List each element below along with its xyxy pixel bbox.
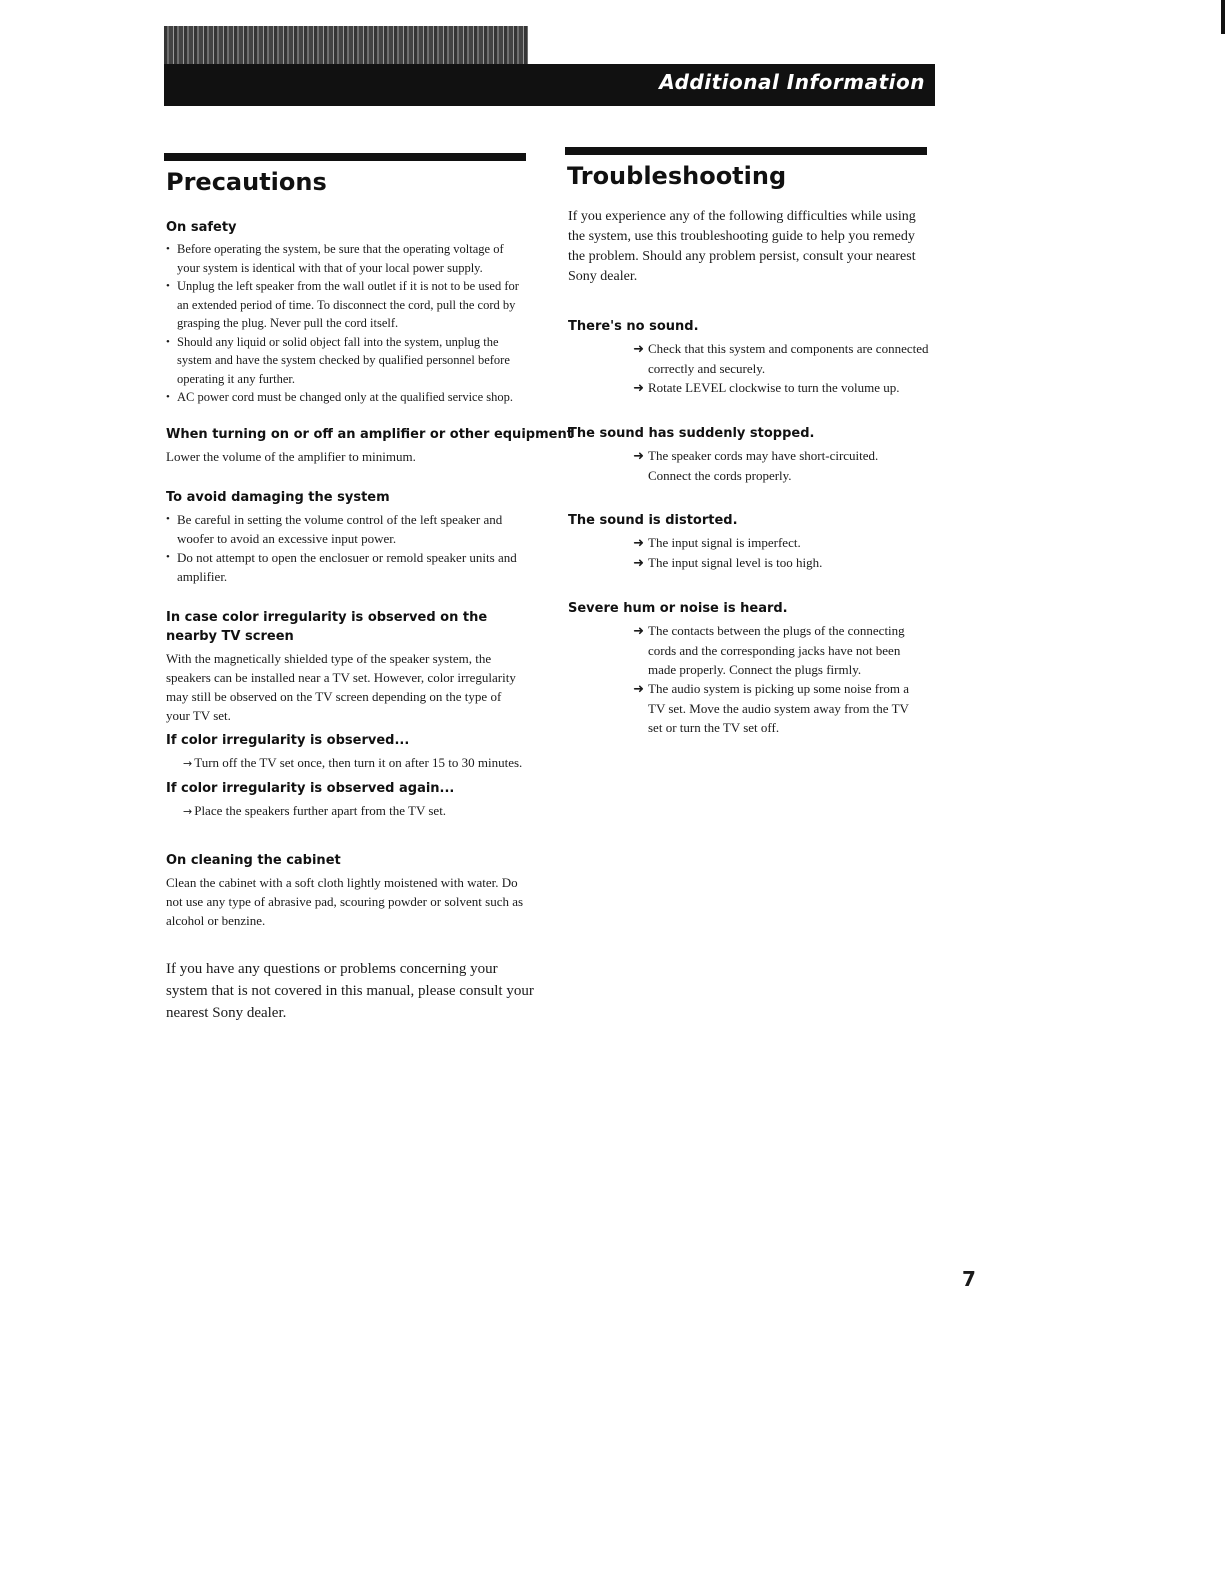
list-item: • Unplug the left speaker from the wall outlet if it is not to be used for an extended period of time. To disconnect the cord, pull the cord by grasping the plug. Never pull the cord itself. (177, 277, 526, 333)
avoid-damage-section (166, 488, 526, 586)
remedy-item (633, 679, 923, 737)
cleaning-text: Clean the cabinet with a soft cloth lightly moistened with water. Do not use any type of abrasive pad, scouring powder or solvent such as alcohol or benzine. (166, 874, 524, 928)
arrow-right-icon: ➜ (633, 381, 644, 396)
closing-note: If you have any questions or problems concerning your system that is not covered in this manual, please consult your nearest Sony dealer. (166, 960, 534, 1021)
troubleshooting-intro: If you experience any of the following difficulties while using the system, use this troubleshooting guide to help you remedy the problem. Should any problem persist, consult your nearest Sony dealer. (568, 209, 916, 284)
problem-no-sound (568, 317, 933, 398)
if-observed-again-action-text: Place the speakers further apart from the TV set. (194, 802, 447, 818)
remedy-text: The contacts between the plugs of the connecting cords and the corresponding jacks have not been made properly. Connect the plugs firmly. (648, 623, 905, 677)
remedy-text: Rotate LEVEL clockwise to turn the volume up. (648, 380, 900, 395)
remedy-text: Check that this system and components are connected correctly and securely. (648, 341, 929, 376)
problem-sound-distorted (568, 511, 933, 573)
remedy-item (633, 378, 933, 398)
cleaning-heading: On cleaning the cabinet (166, 852, 341, 868)
problem-heading: Severe hum or noise is heard. (568, 601, 788, 616)
amplifier-text: Lower the volume of the amplifier to minimum. (166, 448, 416, 464)
remedy-list (633, 533, 933, 573)
list-item: • Before operating the system, be sure that the operating voltage of your system is identical with that of your local power supply. (177, 240, 526, 277)
list-item: • Should any liquid or solid object fall into the system, unplug the system and have the system checked by qualified personnel before operating it any further. (177, 333, 526, 389)
remedy-list (633, 339, 933, 398)
remedy-text: The input signal is imperfect. (648, 535, 801, 550)
problem-heading: The sound has suddenly stopped. (568, 426, 815, 441)
remedy-item (633, 553, 933, 573)
remedy-item (633, 339, 933, 378)
color-irregularity-heading: In case color irregularity is observed on the nearby TV screen (166, 609, 488, 644)
precautions-title: Precautions (166, 168, 327, 196)
avoid-damage-heading: To avoid damaging the system (166, 489, 390, 505)
problem-heading: There's no sound. (568, 319, 699, 334)
scan-edge-mark (1221, 0, 1225, 34)
troubleshooting-title: Troubleshooting (567, 162, 787, 190)
remedy-list (633, 621, 923, 737)
if-observed-again-heading: If color irregularity is observed again... (166, 780, 455, 796)
on-safety-section (166, 218, 526, 407)
amplifier-heading: When turning on or off an amplifier or other equipment (166, 426, 573, 442)
if-observed-heading: If color irregularity is observed... (166, 732, 410, 748)
if-observed-again-action (166, 801, 526, 821)
color-irregularity-text: With the magnetically shielded type of the speaker system, the speakers can be installed near a TV set. However, color irregularity may still be observed on the TV screen depending on the type of your TV set. (166, 650, 516, 723)
arrow-right-icon: → (183, 804, 193, 818)
arrow-right-icon: → (183, 756, 193, 770)
page-number: 7 (962, 1267, 976, 1291)
remedy-item (633, 533, 933, 553)
list-item: • Do not attempt to open the enclosuer or remold speaker units and amplifier. (177, 548, 526, 586)
color-irregularity-section (166, 608, 526, 821)
section-header-title: Additional Information (659, 70, 925, 94)
precautions-content (166, 218, 573, 1024)
if-observed-action (166, 753, 526, 773)
remedy-item (633, 446, 918, 485)
arrow-right-icon: ➜ (633, 449, 644, 464)
if-observed-action-text: Turn off the TV set once, then turn it on after 15 to 30 minutes. (194, 754, 523, 770)
arrow-right-icon: ➜ (633, 556, 644, 571)
problem-hum-noise (568, 599, 933, 737)
arrow-right-icon: ➜ (633, 342, 644, 357)
list-item: • AC power cord must be changed only at the qualified service shop. (177, 388, 526, 407)
remedy-text: The audio system is picking up some noise from a TV set. Move the audio system away from the TV set or turn the TV set off. (648, 681, 910, 735)
on-safety-list (166, 240, 526, 407)
on-safety-heading: On safety (166, 220, 237, 235)
remedy-list (633, 446, 918, 485)
problem-heading: The sound is distorted. (568, 513, 738, 528)
avoid-damage-list (166, 510, 526, 586)
remedy-text: The input signal level is too high. (648, 555, 823, 570)
remedy-item (633, 621, 923, 679)
troubleshooting-rule (565, 147, 927, 155)
troubleshooting-content (568, 207, 933, 757)
list-item: • Be careful in setting the volume control of the left speaker and woofer to avoid an excessive input power. (177, 510, 526, 548)
remedy-text: The speaker cords may have short-circuited. Connect the cords properly. (648, 448, 879, 483)
amplifier-section (166, 425, 573, 466)
arrow-right-icon: ➜ (633, 682, 644, 697)
cleaning-section (166, 851, 526, 930)
problem-sound-stopped (568, 424, 933, 485)
precautions-rule (164, 153, 526, 161)
arrow-right-icon: ➜ (633, 536, 644, 551)
arrow-right-icon: ➜ (633, 624, 644, 639)
